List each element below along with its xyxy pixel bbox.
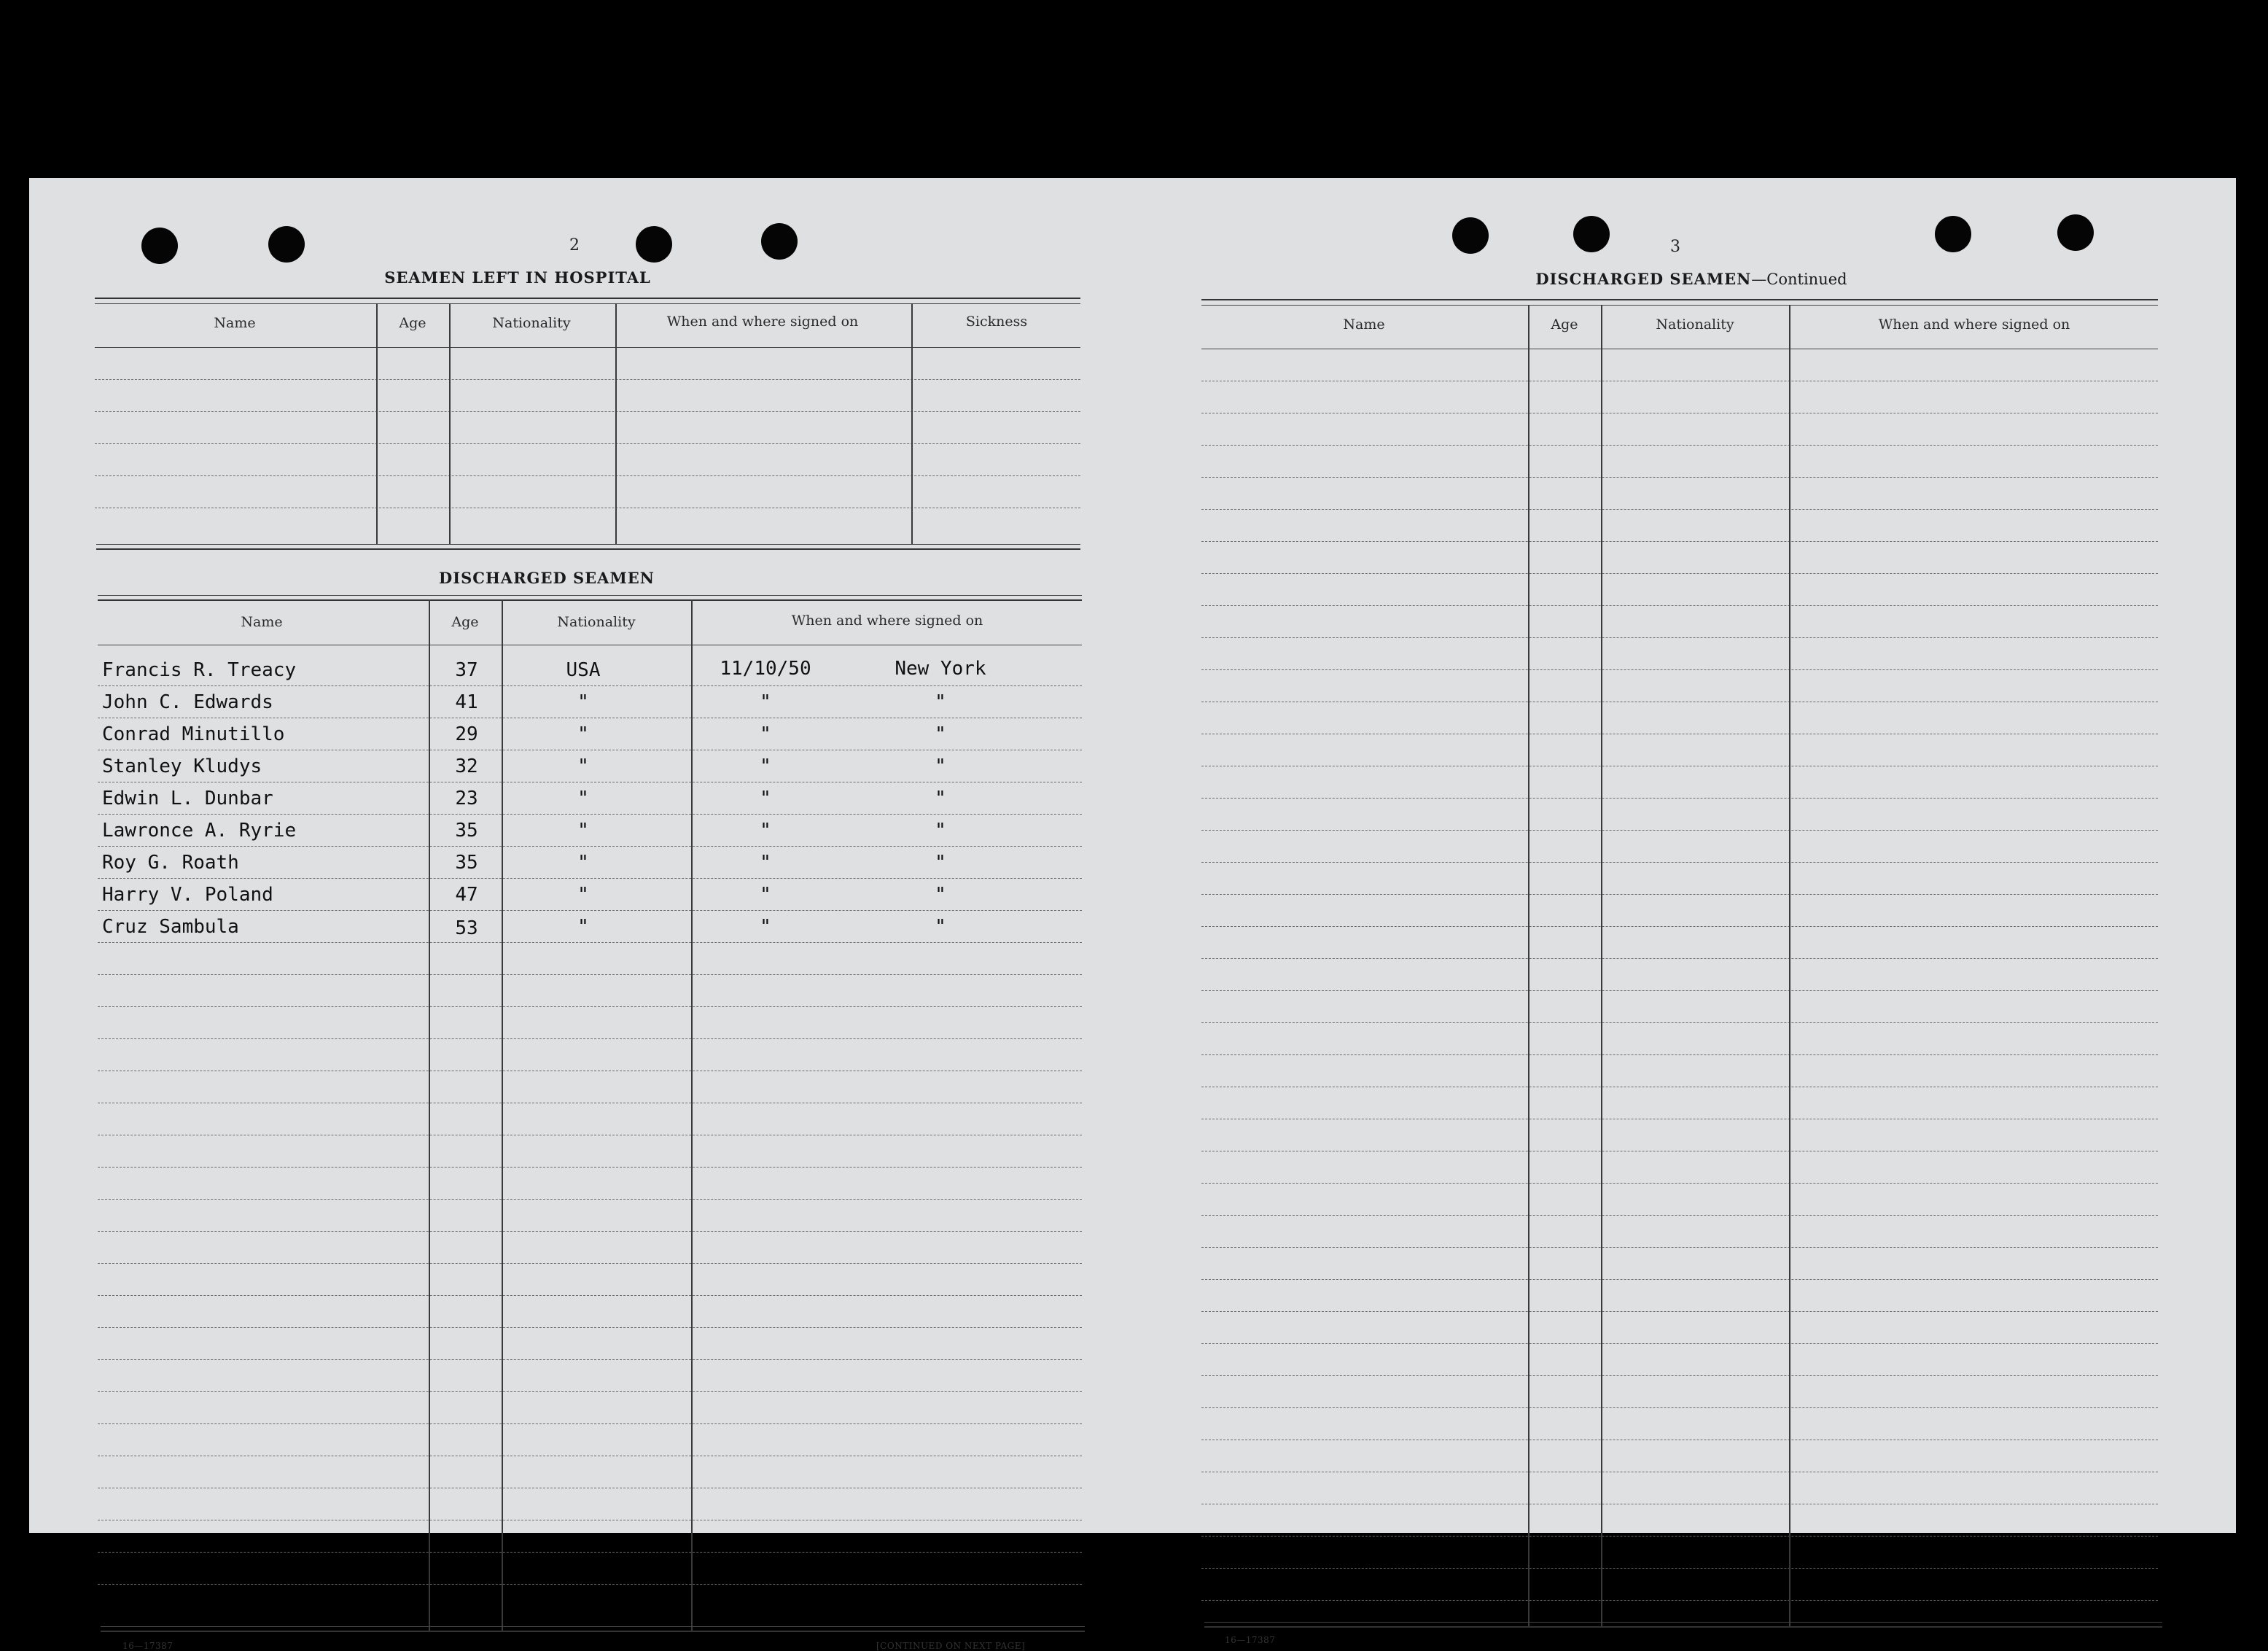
row-rule [98, 1423, 1082, 1424]
signed-on-date: " [760, 916, 771, 938]
table-rule [1204, 1622, 2162, 1623]
row-rule [98, 1038, 1082, 1039]
seaman-name: Roy G. Roath [102, 852, 239, 874]
seaman-name: Cruz Sambula [102, 916, 239, 938]
row-rule [1201, 1600, 2158, 1601]
table-rule [98, 595, 1082, 596]
row-rule [1201, 1247, 2158, 1248]
title-suffix: —Continued [1751, 271, 1847, 288]
seaman-name: Harry V. Poland [102, 884, 273, 906]
seaman-age: 47 [455, 884, 478, 906]
row-rule [1201, 509, 2158, 510]
row-rule [1201, 926, 2158, 927]
column-header-age: Age [399, 315, 426, 331]
seaman-name: John C. Edwards [102, 691, 273, 713]
signed-on-date: " [760, 820, 771, 842]
row-rule [1201, 1022, 2158, 1023]
punch-hole [1935, 216, 1971, 252]
row-rule [95, 443, 1080, 444]
discharged-section-title: DISCHARGED SEAMEN [439, 569, 655, 587]
seaman-nationality: " [577, 723, 589, 745]
row-rule [1201, 1536, 2158, 1537]
seaman-age: 53 [455, 917, 478, 939]
column-header-nationality: Nationality [557, 614, 636, 630]
signed-on-place: " [935, 884, 946, 906]
column-divider [1528, 305, 1529, 1626]
signed-on-place: " [935, 723, 946, 745]
column-divider [615, 303, 617, 544]
column-header-signed-on: When and where signed on [791, 613, 983, 629]
seaman-name: Francis R. Treacy [102, 659, 297, 681]
row-rule [98, 846, 1082, 847]
row-rule [98, 1359, 1082, 1360]
table-rule [1201, 305, 2158, 306]
row-rule [98, 1263, 1082, 1264]
row-rule [1201, 830, 2158, 831]
seaman-age: 32 [455, 755, 478, 777]
row-rule [98, 878, 1082, 879]
column-header-signed-on: When and where signed on [1878, 316, 2070, 333]
row-rule [95, 411, 1080, 412]
signed-on-place: " [935, 916, 946, 938]
row-rule [98, 1199, 1082, 1200]
seaman-nationality: " [577, 820, 589, 842]
seaman-nationality: " [577, 691, 589, 713]
row-rule [1201, 1407, 2158, 1408]
seaman-age: 41 [455, 691, 478, 713]
row-rule [1201, 1568, 2158, 1569]
column-divider [429, 599, 430, 1631]
table-rule [1201, 299, 2158, 300]
table-rule [95, 303, 1080, 304]
discharged-continued-title [1458, 270, 1925, 288]
column-header-name: Name [214, 315, 256, 331]
punch-hole [1573, 216, 1610, 252]
seaman-age: 35 [455, 820, 478, 842]
row-rule [95, 475, 1080, 476]
header-rule [95, 347, 1080, 348]
seaman-age: 37 [455, 659, 478, 681]
row-rule [1201, 541, 2158, 542]
row-rule [1201, 445, 2158, 446]
row-rule [98, 1167, 1082, 1168]
punch-hole [2057, 214, 2094, 251]
seaman-nationality: " [577, 852, 589, 874]
seaman-nationality: " [577, 788, 589, 809]
continued-note: [CONTINUED ON NEXT PAGE] [876, 1641, 1026, 1651]
row-rule [98, 1231, 1082, 1232]
row-rule [1201, 605, 2158, 606]
row-rule [1201, 1054, 2158, 1055]
row-rule [98, 1295, 1082, 1296]
row-rule [1201, 573, 2158, 574]
row-rule [1201, 990, 2158, 991]
table-rule [101, 1626, 1085, 1627]
punch-hole [141, 228, 178, 264]
signed-on-place: " [935, 755, 946, 777]
row-rule [1201, 894, 2158, 895]
column-divider [1601, 305, 1602, 1626]
table-rule [101, 1631, 1085, 1632]
row-rule [98, 1006, 1082, 1007]
signed-on-date: 11/10/50 [720, 658, 811, 680]
row-rule [1201, 958, 2158, 959]
column-header-age: Age [451, 614, 479, 630]
column-header-sickness: Sickness [965, 314, 1028, 330]
page-number: 2 [569, 236, 580, 255]
signed-on-place: " [935, 691, 946, 713]
row-rule [98, 685, 1082, 686]
table-rule [96, 548, 1080, 550]
row-rule [98, 1391, 1082, 1392]
column-header-name: Name [241, 614, 283, 630]
ledger-sheet [29, 178, 2236, 1651]
seaman-nationality: USA [566, 659, 601, 681]
seaman-nationality: " [577, 884, 589, 906]
table-rule [98, 599, 1082, 601]
punch-hole [761, 223, 798, 260]
row-rule [98, 1584, 1082, 1585]
signed-on-place: " [935, 788, 946, 809]
column-header-age: Age [1551, 316, 1578, 333]
seaman-age: 29 [455, 723, 478, 745]
row-rule [1201, 1343, 2158, 1344]
row-rule [98, 910, 1082, 911]
column-header-nationality: Nationality [1656, 316, 1734, 333]
column-divider [911, 303, 913, 544]
signed-on-date: " [760, 852, 771, 874]
seaman-name: Lawronce A. Ryrie [102, 820, 297, 842]
column-header-name: Name [1343, 316, 1385, 333]
row-rule [95, 379, 1080, 380]
seaman-name: Stanley Kludys [102, 755, 262, 777]
row-rule [1201, 862, 2158, 863]
row-rule [98, 1552, 1082, 1553]
signed-on-date: " [760, 884, 771, 906]
row-rule [98, 1327, 1082, 1328]
seaman-age: 35 [455, 852, 478, 874]
signed-on-place: " [935, 852, 946, 874]
punch-hole [636, 226, 672, 263]
row-rule [1201, 1375, 2158, 1376]
column-divider [502, 599, 503, 1631]
row-rule [1201, 1311, 2158, 1312]
row-rule [1201, 1279, 2158, 1280]
row-rule [1201, 1215, 2158, 1216]
column-divider [449, 303, 451, 544]
seaman-name: Conrad Minutillo [102, 723, 285, 745]
column-divider [691, 599, 693, 1631]
punch-hole [1452, 217, 1489, 254]
row-rule [1201, 1183, 2158, 1184]
column-divider [376, 303, 378, 544]
signed-on-date: " [760, 788, 771, 809]
signed-on-date: " [760, 691, 771, 713]
signed-on-place: " [935, 820, 946, 842]
row-rule [98, 942, 1082, 943]
signed-on-date: " [760, 755, 771, 777]
column-header-nationality: Nationality [492, 315, 571, 331]
table-rule [1204, 1626, 2162, 1628]
seaman-age: 23 [455, 788, 478, 809]
row-rule [98, 974, 1082, 975]
table-rule [96, 544, 1080, 545]
row-rule [1201, 669, 2158, 670]
seaman-name: Edwin L. Dunbar [102, 788, 273, 809]
row-rule [1201, 637, 2158, 638]
row-rule [98, 814, 1082, 815]
table-rule [95, 298, 1080, 299]
row-rule [1201, 477, 2158, 478]
form-number: 16—17387 [122, 1641, 174, 1651]
seaman-nationality: " [577, 916, 589, 938]
page-number: 3 [1670, 238, 1680, 256]
hospital-section-title: SEAMEN LEFT IN HOSPITAL [384, 268, 651, 287]
signed-on-place: New York [895, 658, 986, 680]
form-number: 16—17387 [1225, 1635, 1276, 1645]
signed-on-date: " [760, 723, 771, 745]
seaman-nationality: " [577, 755, 589, 777]
row-rule [1201, 798, 2158, 799]
column-header-signed-on: When and where signed on [666, 314, 859, 330]
column-divider [1789, 305, 1790, 1626]
title-main: DISCHARGED SEAMEN [1535, 270, 1752, 288]
punch-hole [268, 226, 305, 263]
